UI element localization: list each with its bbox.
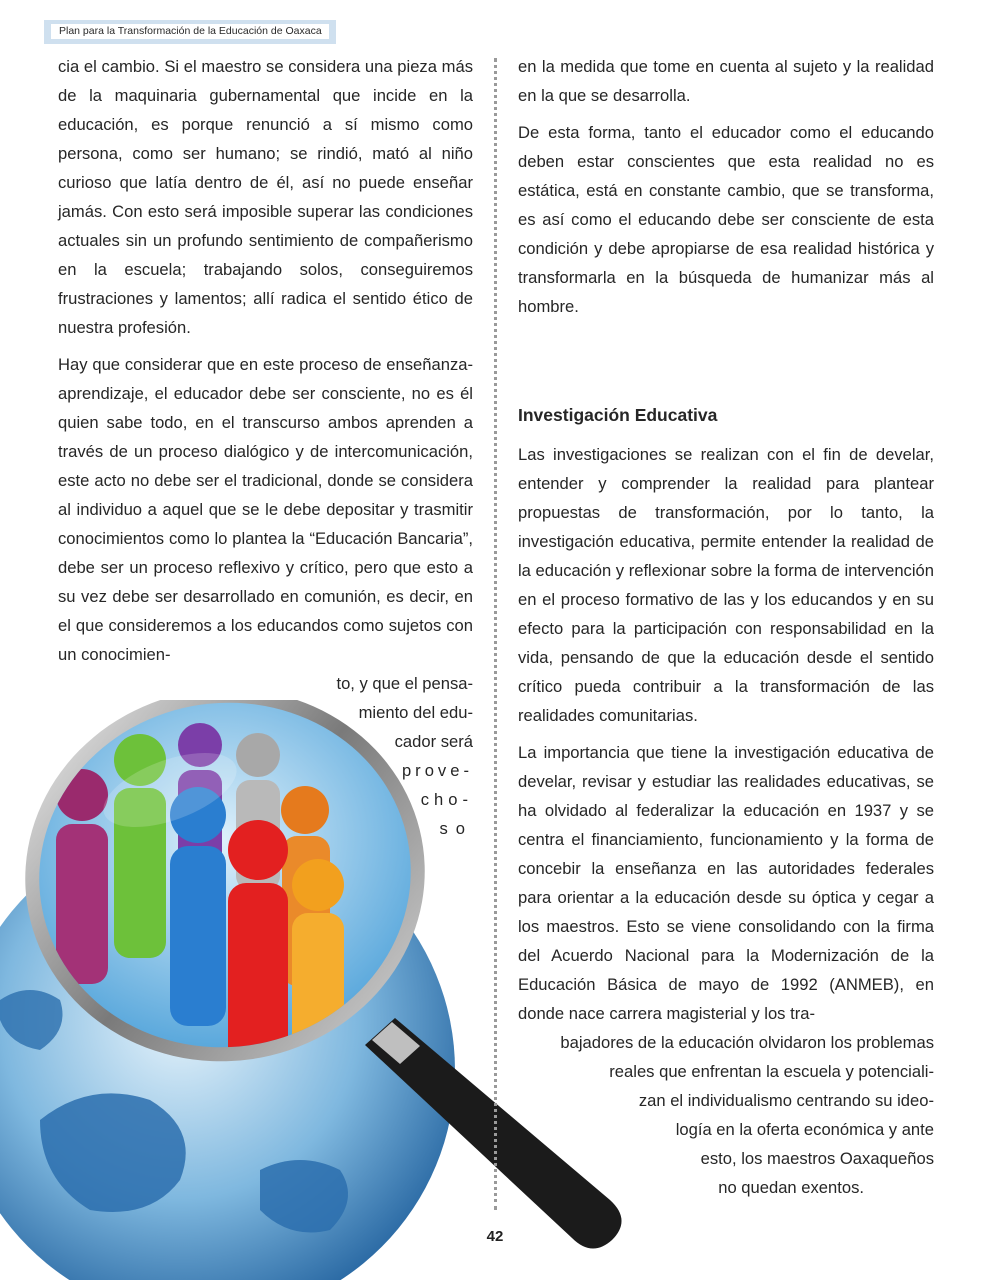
left-column	[58, 52, 473, 843]
right-column	[518, 52, 934, 1202]
right-tail-line: logía en la oferta económica y ante	[675, 1120, 934, 1139]
left-tail-line: cador será	[394, 732, 473, 751]
right-tail-line: zan el individualismo centrando su ideo-	[638, 1091, 934, 1110]
page-number: 42	[486, 1228, 504, 1245]
right-paragraph-2: De esta forma, tanto el educador como el educando deben estar conscientes que esta realidad no es estática, está en constante cambio, que se transforma, es así como el educando debe ser consciente de esta condición y debe apropiarse de esa realidad histórica y transformarla en la búsqueda de humanizar más al hombre.	[518, 123, 934, 316]
left-tail-line: so	[439, 819, 473, 838]
right-wrap-tail	[518, 1028, 934, 1202]
right-tail-line: esto, los maestros Oaxaqueños	[700, 1149, 934, 1168]
column-divider	[494, 58, 497, 1210]
left-paragraph-2: Hay que considerar que en este proceso de enseñanza-aprendizaje, el educador debe ser consciente, no es él quien sabe todo, en el transcurso ambos aprenden a través de un proceso dialógico y de intercomunicación, este acto no debe ser el tradicional, donde se considera al individuo a aquel que se le debe depositar y trasmitir conocimientos como lo plantea la “Educación Bancaria”, debe ser un proceso reflexivo y crítico, pero que esto a su vez debe ser desarrollado en comunión, es decir, en el que consideremos a los educandos como sujetos con un conocimien-	[58, 355, 473, 664]
left-tail-line: miento del edu-	[358, 703, 473, 722]
left-tail-line: prove-	[401, 761, 473, 780]
running-header-title: Plan para la Transformación de la Educación de Oaxaca	[51, 24, 329, 39]
right-paragraph-3: Las investigaciones se realizan con el fin de develar, entender y comprender la realidad para plantear propuestas de transformación, por lo tanto, la investigación educativa, permite entender la realidad de la educación y reflexionar sobre la forma de intervención en el proceso formativo de las y los educandos y en su efecto para la participación con responsabilidad en la vida, pensando de que la educación desde el sentido crítico pueda contribuir a la transformación de las realidades comunitarias.	[518, 445, 934, 725]
left-tail-line: to, y que el pensa-	[336, 674, 473, 693]
right-tail-line: bajadores de la educación olvidaron los problemas	[560, 1033, 934, 1052]
right-paragraph-4: La importancia que tiene la investigación educativa de develar, revisar y estudiar las realidades educativas, se ha olvidado al federalizar la educación en 1937 y se centra el financiamiento, funcionamiento y la forma de concebir la enseñanza en las autoridades federales para orientar a la educación desde su óptica y cegar a los maestros. Esto se viene consolidando con la firma del Acuerdo Nacional para la Modernización de la Educación Básica de mayo de 1992 (ANMEB), en donde nace carrera magisterial y los tra-	[518, 743, 934, 1023]
section-heading: Investigación Educativa	[518, 405, 718, 425]
running-header	[44, 20, 336, 44]
left-wrap-tail	[58, 669, 473, 843]
left-paragraph-1: cia el cambio. Si el maestro se considera una pieza más de la maquinaria gubernamental que incide en la educación, es porque renunció a sí mismo como persona, como ser humano; se rindió, mató al niño curioso que latía dentro de él, así no puede enseñar jamás. Con esto será imposible superar las condiciones actuales sin un profundo sentimiento de compañerismo en la escuela; trabajando solos, conseguiremos frustraciones y lamentos; allí radica el sentido ético de nuestra profesión.	[58, 57, 473, 337]
right-tail-line: reales que enfrentan la escuela y potenciali-	[609, 1062, 934, 1081]
left-tail-line: cho-	[420, 790, 473, 809]
right-paragraph-1: en la medida que tome en cuenta al sujeto y la realidad en la que se desarrolla.	[518, 57, 934, 105]
right-tail-line: no quedan exentos.	[718, 1178, 864, 1197]
